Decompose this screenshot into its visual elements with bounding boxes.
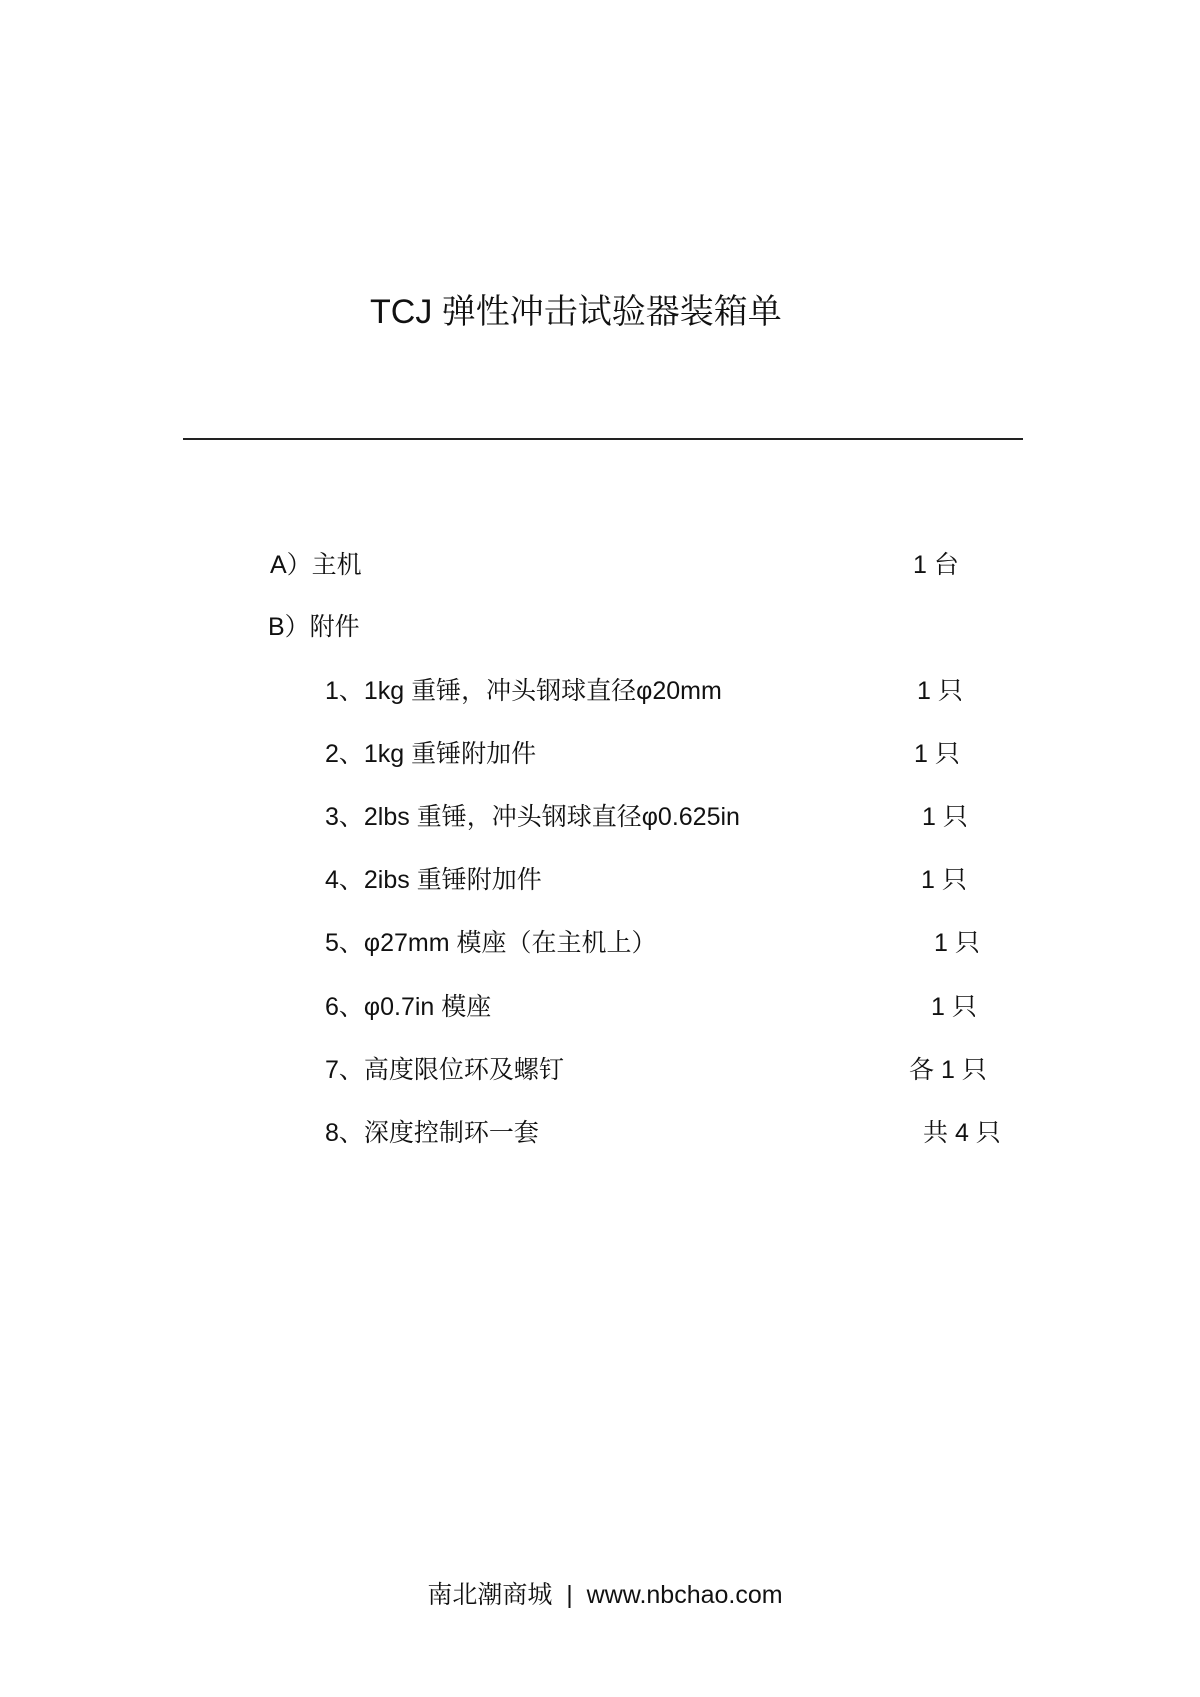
item-qty: 1 只 [931, 993, 977, 1021]
item-qty: 1 只 [922, 803, 968, 831]
section-qty: 1 台 [913, 551, 959, 579]
item-qty: 1 只 [917, 677, 963, 705]
item-label: 8、深度控制环一套 [325, 1119, 539, 1147]
document-title: TCJ 弹性冲击试验器装箱单 [370, 293, 782, 331]
footer-site: 南北潮商城 | www.nbchao.com [427, 1581, 783, 1609]
item-label: 7、高度限位环及螺钉 [325, 1056, 564, 1084]
item-qty: 1 只 [934, 929, 980, 957]
divider [183, 438, 1023, 440]
item-qty: 各 1 只 [909, 1056, 987, 1084]
section-label: A）主机 [270, 551, 362, 579]
item-label: 6、φ0.7in 模座 [325, 993, 492, 1021]
item-qty: 1 只 [914, 740, 960, 768]
item-qty: 共 4 只 [923, 1119, 1001, 1147]
item-label: 2、1kg 重锤附加件 [325, 740, 537, 768]
item-label: 3、2lbs 重锤，冲头钢球直径φ0.625in [325, 803, 740, 831]
item-label: 1、1kg 重锤，冲头钢球直径φ20mm [325, 677, 722, 705]
item-qty: 1 只 [921, 866, 967, 894]
item-label: 5、φ27mm 模座（在主机上） [325, 929, 657, 957]
item-label: 4、2ibs 重锤附加件 [325, 866, 542, 894]
section-label: B）附件 [268, 613, 360, 641]
